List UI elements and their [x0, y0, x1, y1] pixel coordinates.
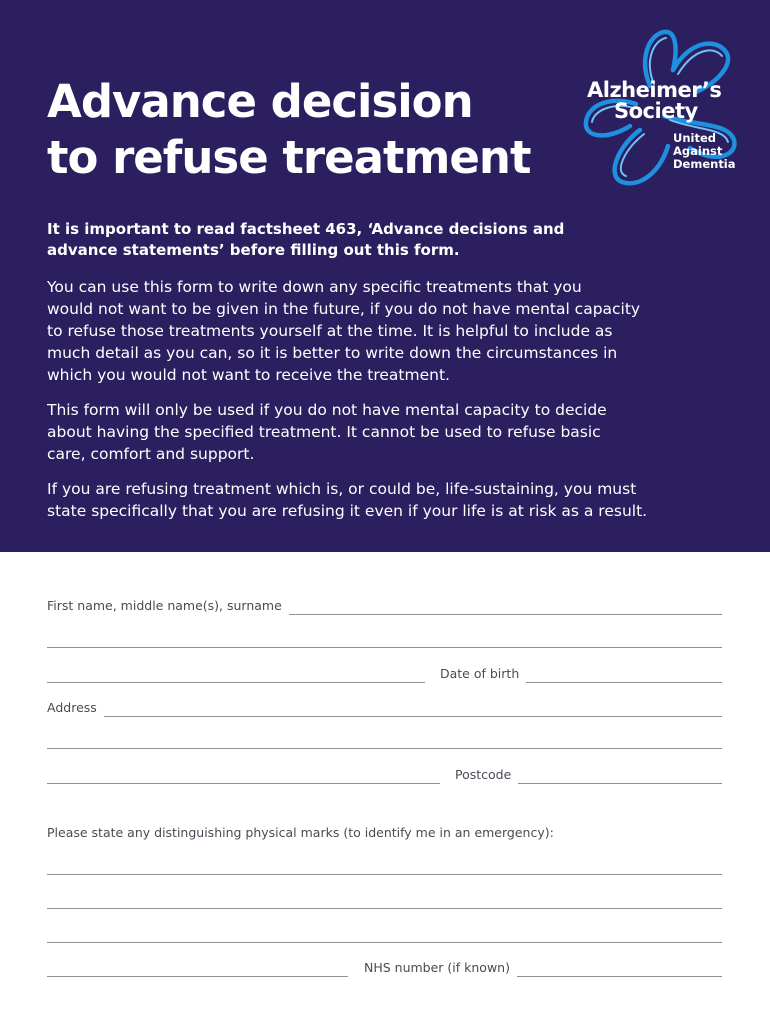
intro-paragraph-2: [47, 399, 737, 465]
intro-paragraph-1: [47, 276, 737, 386]
p3-line-2: state specifically that you are refusing it even if your life is at risk as a result.: [47, 502, 648, 520]
address-field-line-2[interactable]: [47, 748, 722, 749]
title-line-1: Advance decision: [47, 75, 473, 128]
important-notice: [47, 219, 737, 261]
logo-tagline-line-2: Against: [673, 144, 723, 158]
nhs-label: NHS number (if known): [364, 960, 510, 975]
address-field[interactable]: [104, 716, 722, 717]
dob-row: [47, 666, 722, 683]
name-field-line-2[interactable]: [47, 647, 722, 648]
address-row: [47, 700, 722, 717]
notice-line-1: It is important to read factsheet 463, ‘Advance decisions and: [47, 220, 565, 238]
logo-tagline: [673, 132, 736, 171]
p3-line-1: If you are refusing treatment which is, or could be, life-sustaining, you must: [47, 480, 637, 498]
p2-line-1: This form will only be used if you do not have mental capacity to decide: [47, 401, 607, 419]
name-field-line-3[interactable]: [47, 682, 425, 683]
marks-field-line-2[interactable]: [47, 908, 722, 909]
logo-wordmark: [587, 80, 752, 122]
postcode-row: [47, 767, 722, 784]
p2-line-2: about having the specified treatment. It cannot be used to refuse basic: [47, 423, 601, 441]
logo-tagline-line-1: United: [673, 131, 716, 145]
address-label: Address: [47, 700, 97, 715]
name-label: First name, middle name(s), surname: [47, 598, 282, 613]
p1-line-2: would not want to be given in the future, if you do not have mental capacity: [47, 300, 641, 318]
logo-name-line-1: Alzheimer’s: [587, 78, 722, 102]
intro-paragraph-3: [47, 478, 737, 522]
name-field[interactable]: [289, 614, 722, 615]
title-line-2: to refuse treatment: [47, 131, 531, 184]
nhs-row: [47, 960, 722, 977]
nhs-number-field[interactable]: [517, 976, 722, 977]
p2-line-3: care, comfort and support.: [47, 445, 255, 463]
marks-label: Please state any distinguishing physical marks (to identify me in an emergency):: [47, 825, 554, 840]
p1-line-4: much detail as you can, so it is better to write down the circumstances in: [47, 344, 618, 362]
page-title: [47, 74, 530, 186]
dob-field[interactable]: [526, 682, 722, 683]
p1-line-1: You can use this form to write down any specific treatments that you: [47, 278, 582, 296]
logo-tagline-line-3: Dementia: [673, 157, 736, 171]
name-row: [47, 598, 722, 615]
notice-line-2: advance statements’ before filling out this form.: [47, 241, 460, 259]
logo-name-line-2: Society: [614, 99, 698, 123]
address-field-line-3[interactable]: [47, 783, 440, 784]
alzheimers-society-logo: [578, 26, 748, 186]
postcode-label: Postcode: [455, 767, 512, 782]
postcode-field[interactable]: [518, 783, 722, 784]
dob-label: Date of birth: [440, 666, 520, 681]
marks-field-line-3[interactable]: [47, 942, 722, 943]
p1-line-3: to refuse those treatments yourself at the time. It is helpful to include as: [47, 322, 613, 340]
marks-field-line-1[interactable]: [47, 874, 722, 875]
p1-line-5: which you would not want to receive the treatment.: [47, 366, 450, 384]
marks-field-line-4[interactable]: [47, 976, 348, 977]
